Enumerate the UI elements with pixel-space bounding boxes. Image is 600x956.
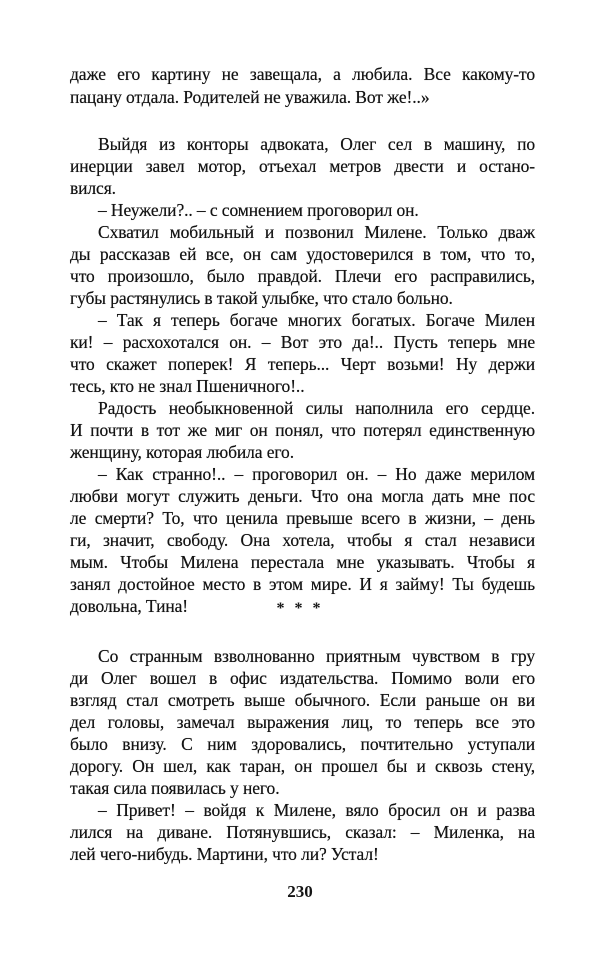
text-line: мым. Чтобы Милена перестала мне указывать. Чтобы я	[70, 552, 535, 572]
text-line: – Неужели?.. – с сомнением проговорил он.	[98, 200, 419, 220]
text-line: любви могут служить деньги. Что она могла дать мне пос	[70, 486, 535, 506]
text-line: – Привет! – войдя к Милене, вяло бросил он и разва	[98, 800, 535, 820]
text-line: пацану отдала. Родителей не уважила. Вот же!..»	[70, 87, 430, 107]
text-line: занял достойное место в этом мире. И я займу! Ты будешь	[70, 574, 535, 594]
text-line: инерции завел мотор, отъехал метров двести и остано-	[70, 156, 535, 176]
text-line: такая сила появилась у него.	[70, 778, 280, 798]
section-separator: * * *	[276, 600, 324, 617]
page-number: 230	[287, 882, 313, 901]
text-line: Радость необыкновенной силы наполнила его сердце.	[98, 398, 535, 418]
text-line: – Как странно!.. – проговорил он. – Но даже мерилом	[98, 464, 535, 484]
text-line: дел головы, замечал выражения лиц, то теперь все это	[70, 712, 535, 732]
text-line: что произошло, было правдой. Плечи его расправились,	[70, 266, 535, 286]
text-line: дорогу. Он шел, как таран, он прошел бы и сквозь стену,	[70, 756, 535, 776]
text-line: что скажет поперек! Я теперь... Черт возьми! Ну держи	[70, 354, 535, 374]
text-line: тесь, кто не знал Пшеничного!..	[70, 376, 305, 396]
text-line: ки! – расхохотался он. – Вот это да!.. Пусть теперь мне	[70, 332, 535, 352]
text-line: Схватил мобильный и позвонил Милене. Только дваж	[98, 222, 535, 242]
text-line: Выйдя из конторы адвоката, Олег сел в машину, по	[98, 134, 535, 154]
text-line: взгляд стал смотреть выше обычного. Если раньше он ви	[70, 690, 535, 710]
text-line: ги, значит, свободу. Она хотела, чтобы я стал независи	[70, 530, 535, 550]
text-line: даже его картину не завещала, а любила. Все какому-то	[70, 64, 535, 84]
text-line: – Так я теперь богаче многих богатых. Богаче Милен	[98, 310, 535, 330]
text-line: ле смерти? То, что ценила превыше всего в жизни, – день	[70, 508, 535, 528]
text-line: женщину, которая любила его.	[70, 442, 294, 462]
text-line: лился на диване. Потянувшись, сказал: – Миленка, на	[70, 822, 535, 842]
text-line: было внизу. С ним здоровались, почтительно уступали	[70, 734, 535, 754]
text-line: вился.	[70, 178, 116, 198]
text-line: губы растянулись в такой улыбке, что стало больно.	[70, 288, 453, 308]
text-line: довольна, Тина!	[70, 596, 188, 616]
text-line: Со странным взволнованно приятным чувством в гру	[98, 646, 535, 666]
text-line: И почти в тот же миг он понял, что потерял единственную	[70, 420, 535, 440]
text-line: ды рассказав ей все, он сам удостоверился в том, что то,	[70, 244, 535, 264]
text-line: лей чего-нибудь. Мартини, что ли? Устал!	[70, 844, 379, 864]
text-line: ди Олег вошел в офис издательства. Помимо воли его	[70, 668, 535, 688]
